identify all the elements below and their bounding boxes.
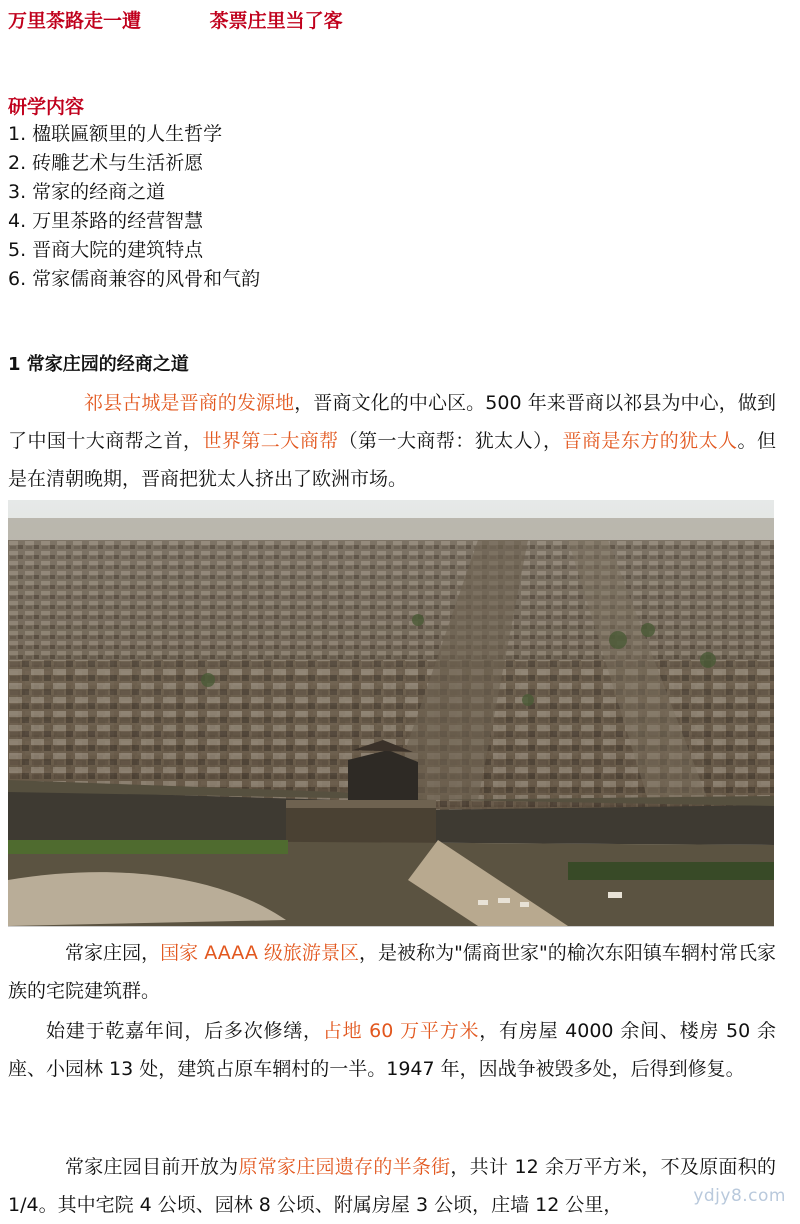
city-aerial-photo <box>8 500 774 927</box>
page-title <box>8 6 788 33</box>
body-text: ，是被称为"儒商世家"的榆次东阳镇车辋村常氏家族的宅院建筑群。 <box>8 942 776 1002</box>
highlight-text: 祁县古城是晋商的发源地 <box>84 392 295 414</box>
research-list <box>8 120 260 294</box>
body-text: ，晋商文化的中心区。500 年来晋商以祁县为中心，做到了中国十大商帮之首， <box>8 392 776 452</box>
list-item: 3. 常家的经商之道 <box>8 181 166 203</box>
research-heading: 研学内容 <box>8 96 85 118</box>
highlight-text: 世界第二大商帮 <box>202 430 339 452</box>
body-text: 常家庄园， <box>65 942 161 964</box>
list-item: 1. 楹联匾额里的人生哲学 <box>8 123 223 145</box>
section-heading: 1 常家庄园的经商之道 <box>8 354 189 375</box>
paragraph-4 <box>8 1148 776 1224</box>
body-text: ，共计 12 余万平方米，不及原面积的 1/4。其中宅院 4 公顷、园林 8 公顷、附属房屋 3 公顷，庄墙 12 公里， <box>8 1156 776 1216</box>
highlight-text: 国家 AAAA 级旅游景区 <box>160 942 359 964</box>
title-left: 万里茶路走一遭 <box>8 10 142 32</box>
list-item: 4. 万里茶路的经营智慧 <box>8 210 204 232</box>
body-text: 始建于乾嘉年间，后多次修缮， <box>46 1020 323 1042</box>
highlight-text: 晋商是东方的犹太人 <box>562 430 738 452</box>
title-right: 茶票庄里当了客 <box>209 10 343 32</box>
body-text: 常家庄园目前开放为 <box>65 1156 239 1178</box>
paragraph-3 <box>8 1012 776 1088</box>
highlight-text: 原常家庄园遗存的半条街 <box>238 1156 451 1178</box>
paragraph-2 <box>8 934 776 1010</box>
watermark: ydjy8.com <box>693 1186 786 1206</box>
list-item: 5. 晋商大院的建筑特点 <box>8 239 204 261</box>
list-item: 6. 常家儒商兼容的风骨和气韵 <box>8 268 261 290</box>
list-item: 2. 砖雕艺术与生活祈愿 <box>8 152 204 174</box>
body-text: ，有房屋 4000 余间、楼房 50 余座、小园林 13 处，建筑占原车辋村的一半。1947 年，因战争被毁多处，后得到修复。 <box>8 1020 776 1080</box>
body-text: （第一大商帮：犹太人）， <box>338 430 563 452</box>
highlight-text: 占地 60 万平方米 <box>322 1020 480 1042</box>
body-text: 。但是在清朝晚期，晋商把犹太人挤出了欧洲市场。 <box>8 430 776 490</box>
paragraph-1 <box>8 384 776 498</box>
